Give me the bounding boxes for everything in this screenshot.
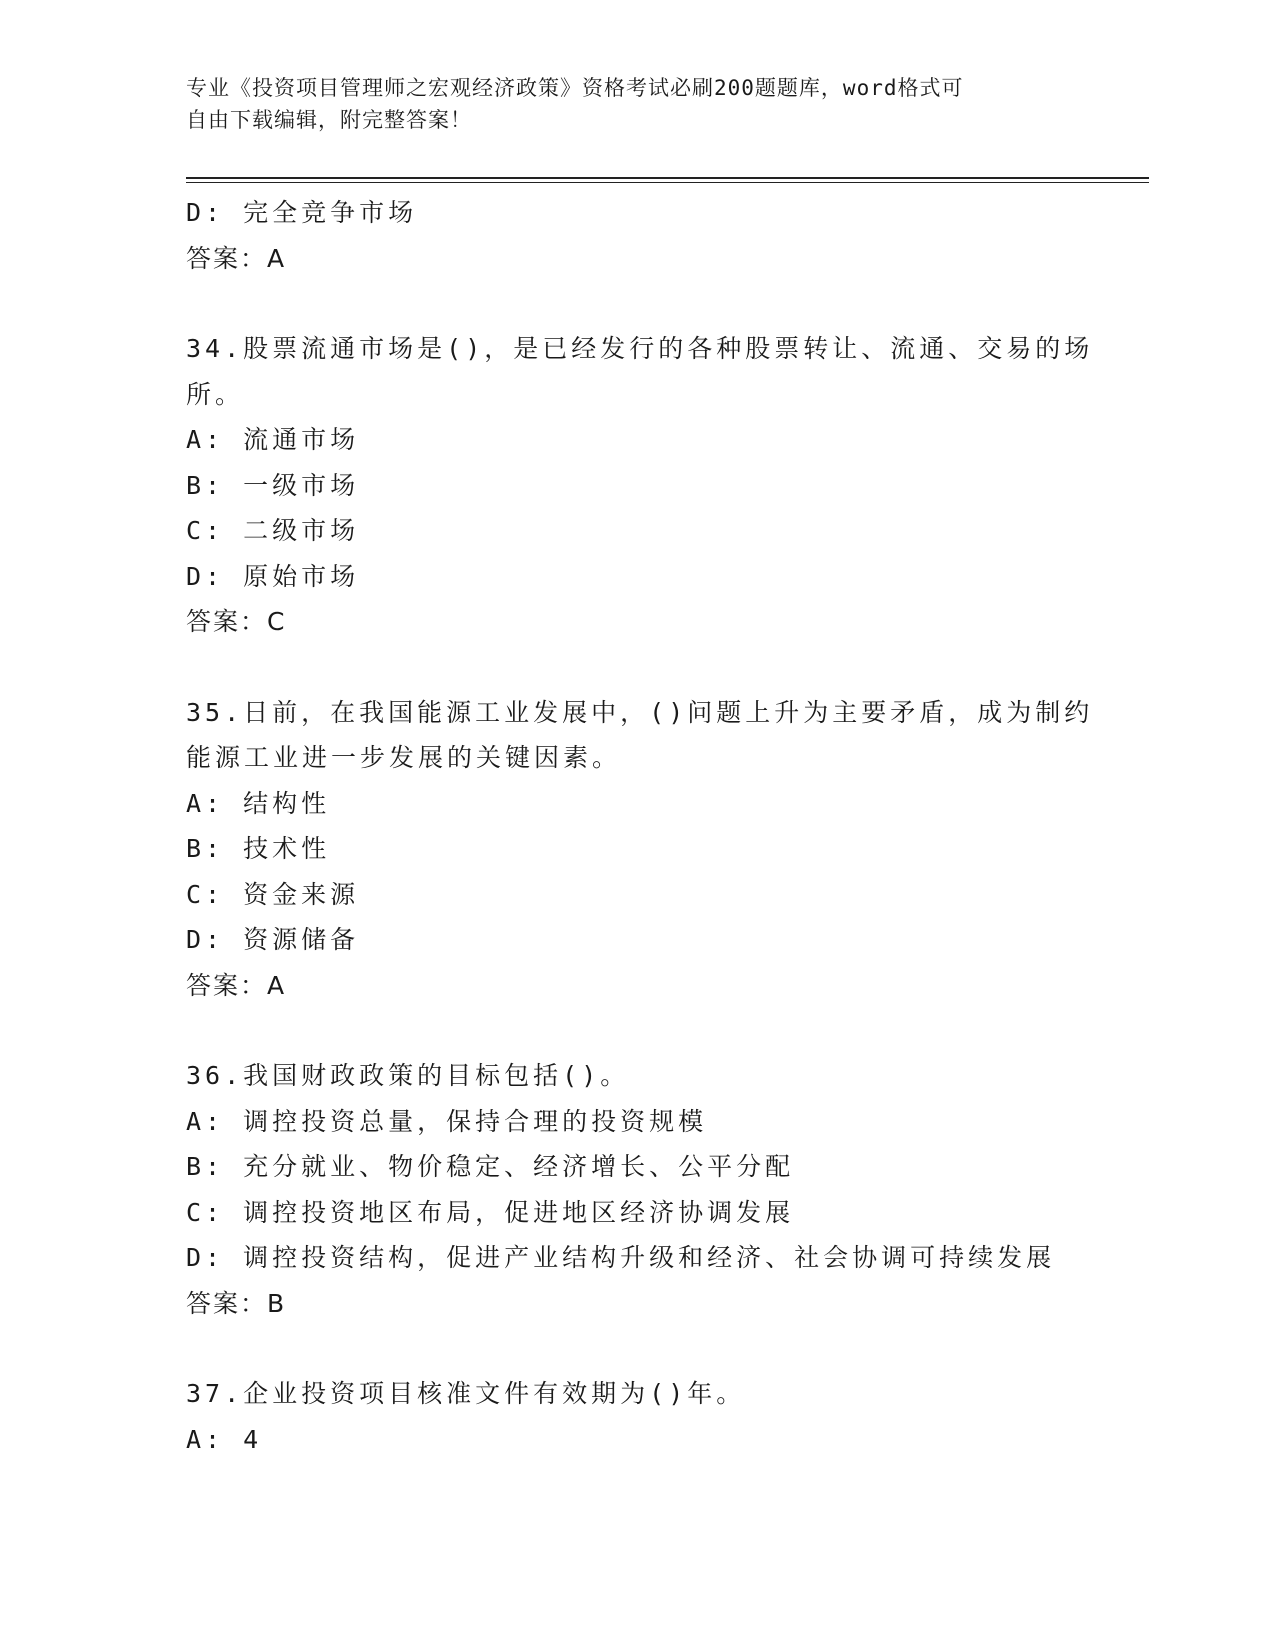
- header-line-2: 自由下载编辑，附完整答案！: [186, 108, 472, 132]
- option-b: B: 一级市场: [186, 470, 360, 500]
- question-33-tail: [186, 190, 1086, 281]
- option-c: C: 二级市场: [186, 516, 360, 545]
- option-b: B: 技术性: [186, 834, 331, 863]
- question-list: [186, 190, 1094, 1462]
- answer-line: 答案：C: [186, 607, 287, 636]
- option-c: C: 调控投资地区布局，促进地区经济协调发展: [186, 1197, 795, 1227]
- question-stem: 35.日前，在我国能源工业发展中，()问题上升为主要矛盾，成为制约: [186, 697, 1094, 727]
- question-stem: 37.企业投资项目核准文件有效期为()年。: [186, 1379, 746, 1408]
- question-34: [186, 326, 1094, 645]
- question-stem: 34.股票流通市场是()，是已经发行的各种股票转让、流通、交易的场: [186, 334, 1094, 363]
- option-a: A: 4: [186, 1424, 263, 1454]
- header-line-1: 专业《投资项目管理师之宏观经济政策》资格考试必刷200题题库，word格式可: [186, 76, 964, 100]
- option-a: A: 调控投资总量，保持合理的投资规模: [186, 1106, 708, 1136]
- option-d: D: 资源储备: [186, 925, 360, 954]
- option-a: A: 流通市场: [186, 425, 360, 454]
- answer-line: 答案：A: [186, 243, 287, 273]
- option-a: A: 结构性: [186, 788, 331, 818]
- question-35: [186, 690, 1094, 1009]
- question-37: [186, 1371, 1086, 1462]
- answer-line: 答案：B: [186, 1288, 287, 1318]
- option-c: C: 资金来源: [186, 879, 360, 909]
- answer-line: 答案：A: [186, 970, 287, 1000]
- option-d: D: 原始市场: [186, 561, 360, 591]
- question-stem: 所。: [186, 379, 245, 409]
- option-d: D: 完全竞争市场: [186, 198, 418, 227]
- document-header: [186, 72, 1066, 136]
- header-divider: [186, 177, 1149, 183]
- option-d: D: 调控投资结构，促进产业结构升级和经济、社会协调可持续发展: [186, 1243, 1056, 1272]
- question-stem: 能源工业进一步发展的关键因素。: [186, 743, 622, 772]
- question-36: [186, 1053, 1086, 1326]
- option-b: B: 充分就业、物价稳定、经济增长、公平分配: [186, 1152, 795, 1181]
- question-stem: 36.我国财政政策的目标包括()。: [186, 1061, 630, 1090]
